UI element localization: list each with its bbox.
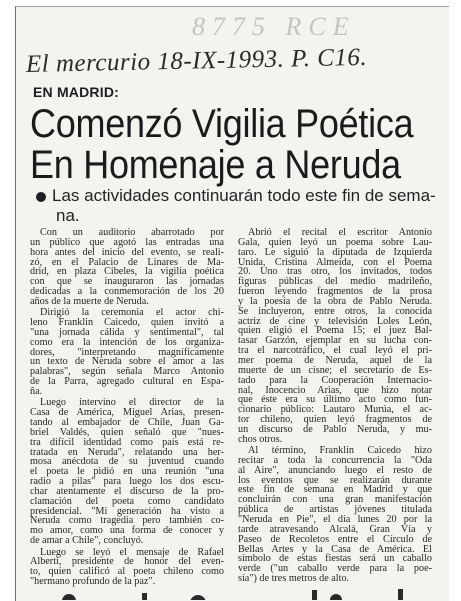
text-line: de la Parra, agregado cultural en Espa-	[30, 376, 224, 388]
text-line: clamación del poeta como candidato	[30, 495, 224, 507]
text-line: Con un auditorio abarrotado por	[40, 227, 224, 238]
text-line: sía") de tres metros de alto.	[238, 573, 350, 585]
text-line: actriz de cine y televisión Loles León,	[238, 315, 432, 327]
text-line: muerte de un cisne; el secretario de Es-	[238, 364, 432, 376]
text-line: dedicadas a la conmemoración de los 20	[30, 286, 224, 298]
text-line: Casa de América, Miguel Arias, presen-	[30, 407, 224, 419]
text-line: zó, en el Palacio de Linares de Ma-	[30, 256, 224, 268]
text-line: tor chileno, quien leyó fragmentos de	[238, 414, 432, 426]
text-line: con que se inauguraron las jornadas	[30, 276, 224, 288]
text-line: Abrió el recital el escritor Antonio	[248, 227, 432, 238]
text-line: cionario público: Lautaro Murúa, el ac-	[238, 404, 432, 416]
text-line: Gala, quien leyó un poema sobre Lau-	[238, 236, 432, 248]
text-line: briel Valdés, quien señaló que "nues-	[30, 426, 224, 438]
text-line: "Neruda en Pie", el día lunes 20 por la	[238, 513, 432, 525]
text-line: concluirán con una gran manifestación	[238, 494, 432, 506]
text-line: to, quien calificó al poeta chileno como	[30, 566, 224, 578]
text-line: drid, en plaza Cibeles, la vigilia poética	[30, 266, 224, 278]
text-line: Luego intervino el director de la	[40, 397, 224, 409]
cut-letter-shape	[330, 594, 342, 600]
text-line: Paseo de Recoletos entre el Círculo de	[238, 533, 432, 545]
text-line: de amar a Chile", concluyó.	[30, 535, 144, 547]
next-article-fragment	[30, 589, 430, 600]
text-line: Dirigió la ceremonia el actor chi-	[40, 307, 224, 319]
text-line: 20. Uno tras otro, los invitados, todos	[238, 266, 432, 278]
text-line: pública de artistas jóvenes titulada	[238, 504, 432, 516]
text-line: el poeta le pidió en una reunión "una	[30, 466, 224, 478]
text-line: hora antes del inicio del evento, se reali-	[30, 246, 224, 258]
text-line: verde ("un caballo verde para la poe-	[238, 563, 432, 575]
text-line: tratada en Neruda", relatando una her-	[30, 446, 224, 458]
text-line: nal, Inocencio Arias, que hizo notar	[238, 384, 432, 396]
text-line: presidencial. "Mi generación ha visto a	[30, 505, 224, 517]
text-line: mer poema de Neruda, aquel de la	[238, 354, 432, 366]
text-line: Bellas Artes y la Casa de América. El	[238, 543, 432, 555]
text-line: tra difícil identidad como país está re-	[30, 436, 224, 448]
text-line: ña.	[30, 386, 43, 397]
archive-code: 8775 RCE	[192, 12, 356, 41]
paragraph	[238, 228, 432, 445]
text-line: Alberti, presidente de honor del even-	[30, 556, 224, 568]
text-line: tado para la Cooperación Internacio-	[238, 374, 432, 386]
body-column-left	[30, 228, 224, 587]
text-line: quien eligió el Poema 15; el juez Bal-	[238, 325, 432, 337]
text-line: Luego se leyó el mensaje de Rafael	[40, 546, 224, 558]
text-line: tando al embajador de Chile, Juan Ga-	[30, 417, 224, 429]
text-line: un público que agotó las entradas una	[30, 236, 224, 248]
text-line: al Aire", anunciando luego el resto de	[238, 464, 432, 476]
bullet-icon	[36, 192, 46, 202]
text-line: "una jornada cálida y sentimental", tal	[30, 326, 224, 338]
text-line: tarde atravesando Alcalá, Gran Vía y	[238, 523, 432, 535]
cut-letter-shape	[142, 593, 147, 600]
paragraph	[30, 548, 224, 587]
text-line: "hermano profundo de la paz".	[30, 576, 156, 588]
text-line: dores, "interpretando magníficamente	[30, 346, 224, 358]
paragraph	[30, 308, 224, 397]
headline-line-2: En Homenaje a Neruda	[30, 143, 401, 187]
text-line: Se incluyeron, entre otros, la conocida	[238, 305, 432, 317]
text-line: figuras públicas del medio madrileño,	[238, 276, 432, 288]
text-line: que éste era su último acto como fun-	[238, 394, 432, 406]
text-line: fueron leyendo fragmentos de la prosa	[238, 286, 432, 298]
cut-letter-shape	[62, 594, 76, 600]
paragraph	[238, 446, 432, 584]
text-line: mosa anécdota de su juventud cuando	[30, 456, 224, 468]
text-line: este fin de semana en Madrid y que	[238, 484, 432, 496]
text-line: char atentamente el discurso de la pro-	[30, 485, 224, 497]
text-line: mo amor, como una forma de conocer y	[30, 525, 224, 537]
body-column-right	[238, 228, 432, 584]
deck-line-1: Las actividades continuarán todo este fin de sema-	[52, 186, 436, 205]
deck-line-2: na.	[56, 206, 80, 225]
text-line: palabras", según señala Marco Antonio	[30, 366, 224, 378]
article-kicker: EN MADRID:	[33, 84, 119, 100]
text-line: Al término, Franklin Caicedo hizo	[248, 445, 432, 457]
text-line: taro. Le siguió la diputada de Izquierda	[238, 246, 432, 258]
cut-letter-shape	[312, 590, 317, 600]
text-line: recitar a toda la concurrencia la "Oda	[238, 454, 432, 466]
cut-letter-shape	[398, 589, 403, 600]
handwritten-source-note: El mercurio 18-IX-1993. P. C16.	[25, 43, 368, 78]
cut-letter-shape	[190, 595, 206, 600]
text-line: como era la intención de los organiza-	[30, 336, 224, 348]
text-line: chos otros.	[238, 433, 283, 445]
text-line: un texto de Neruda sobre el amor a las	[30, 356, 224, 368]
headline-line-1: Comenzó Vigilia Poética	[30, 102, 414, 146]
text-line: y la poesía de la obra de Pablo Neruda.	[238, 295, 432, 307]
paragraph	[30, 398, 224, 546]
text-line: símbolo de estas fiestas será un caballo	[238, 553, 432, 565]
text-line: tasar Garzón, ejemplar en su lucha con-	[238, 335, 432, 347]
text-line: leno Franklin Caicedo, quien invitó a	[30, 317, 224, 329]
text-line: los eventos que se realizarán durante	[238, 474, 432, 486]
text-line: Neruda como tragedia pero también co-	[30, 515, 224, 527]
text-line: radio a pilas" para luego los dos escu-	[30, 476, 224, 488]
text-line: años de la muerte de Neruda.	[30, 295, 149, 307]
text-line: Unida, Cristina Almeida, con el Poema	[238, 256, 432, 268]
text-line: tra el narcotráfico, el cual leyó el pri-	[238, 345, 432, 357]
text-line: un discurso de Pablo Neruda, y mu-	[238, 423, 432, 435]
paragraph	[30, 228, 224, 307]
